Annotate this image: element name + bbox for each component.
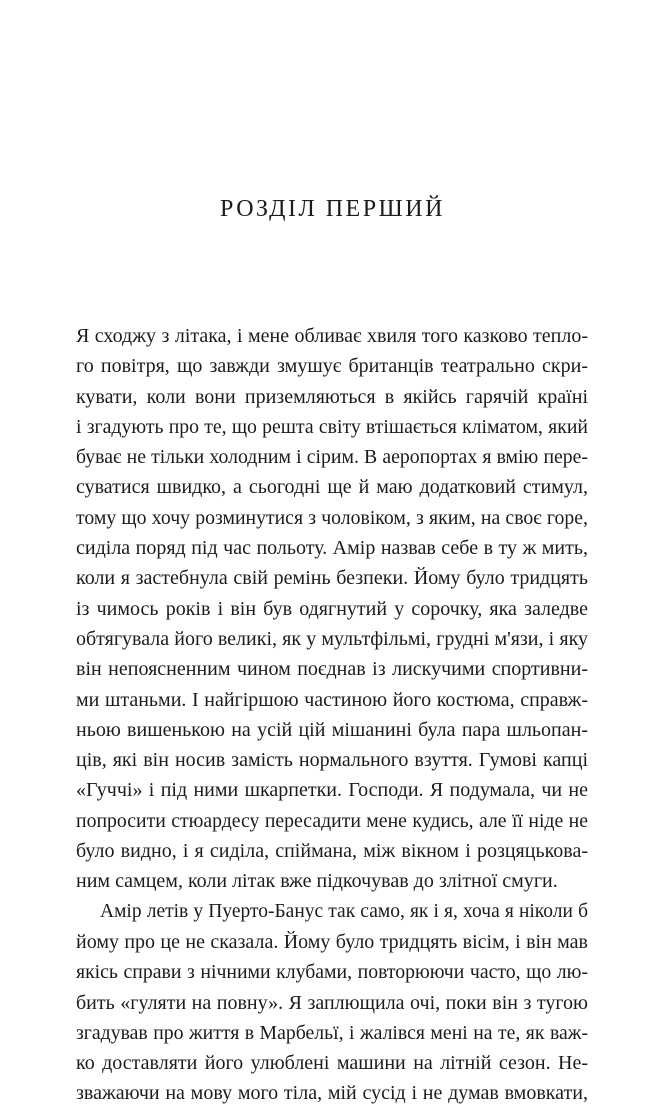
text-line: кувати, коли вони приземляються в якійсь гарячій країні xyxy=(76,385,588,408)
text-line: суватися швидко, а сьогодні ще й маю додатковий стимул, xyxy=(76,476,588,499)
text-line: тому що хочу розминутися з чоловіком, з яким, на своє горе, xyxy=(76,506,588,529)
text-line: згадував про життя в Марбельї, і жалівся мені на те, як важ- xyxy=(76,1021,588,1044)
chapter-title: РОЗДІЛ ПЕРШИЙ xyxy=(220,196,445,222)
text-line: сиділа поряд під час польоту. Амір назвав себе в ту ж мить, xyxy=(76,537,588,560)
text-line: якісь справи з нічними клубами, повторюючи часто, що лю- xyxy=(76,961,588,984)
text-line: ньою вишенькою на усій цій мішанині була пара шльопан- xyxy=(76,718,588,741)
text-line: обтягувала його великі, як у мультфільмі, грудні м'язи, і яку xyxy=(76,627,588,650)
text-line: було видно, і я сиділа, спіймана, між вікном і розцяцькова- xyxy=(76,840,588,863)
text-line: попросити стюардесу пересадити мене кудись, але її ніде не xyxy=(76,809,588,832)
text-line: із чимось років і він був одягнутий у сорочку, яка заледве xyxy=(76,597,588,620)
text-line: йому про це не сказала. Йому було тридцять вісім, і він мав xyxy=(76,930,588,953)
text-line: коли я застебнула свій ремінь безпеки. Йому було тридцять xyxy=(76,567,588,590)
text-line: зважаючи на мову мого тіла, мій сусід і не думав вмовкати, xyxy=(76,1082,588,1105)
text-line: ним самцем, коли літак вже підкочував до злітної смуги. xyxy=(76,870,558,893)
text-line: го повітря, що завжди змушує британців театрально скри- xyxy=(76,355,588,378)
text-line: Амір летів у Пуерто-Банус так само, як і я, хоча я ніколи б xyxy=(100,900,588,922)
text-line: і згадують про те, що решта світу втішається кліматом, який xyxy=(76,415,588,438)
text-line: ців, які він носив замість нормального взуття. Гумові капці xyxy=(76,749,588,772)
text-line: Я сходжу з літака, і мене обливає хвиля того казково тепло- xyxy=(76,325,588,347)
body-text xyxy=(76,321,588,1109)
text-line: бить «гуляти на повну». Я заплющила очі, поки він з тугою xyxy=(76,991,588,1014)
text-line: він непоясненним чином поєднав із лискучими спортивни- xyxy=(76,658,588,681)
text-line: «Гуччі» і під ними шкарпетки. Господи. Я подумала, чи не xyxy=(76,779,588,802)
text-line: буває не тільки холодним і сірим. В аеропортах я вмію пере- xyxy=(76,446,588,469)
text-line: ми штаньми. І найгіршою частиною його костюма, справж- xyxy=(76,688,588,711)
text-line: ко доставляти його улюблені машини на літній сезон. Не- xyxy=(76,1052,588,1075)
